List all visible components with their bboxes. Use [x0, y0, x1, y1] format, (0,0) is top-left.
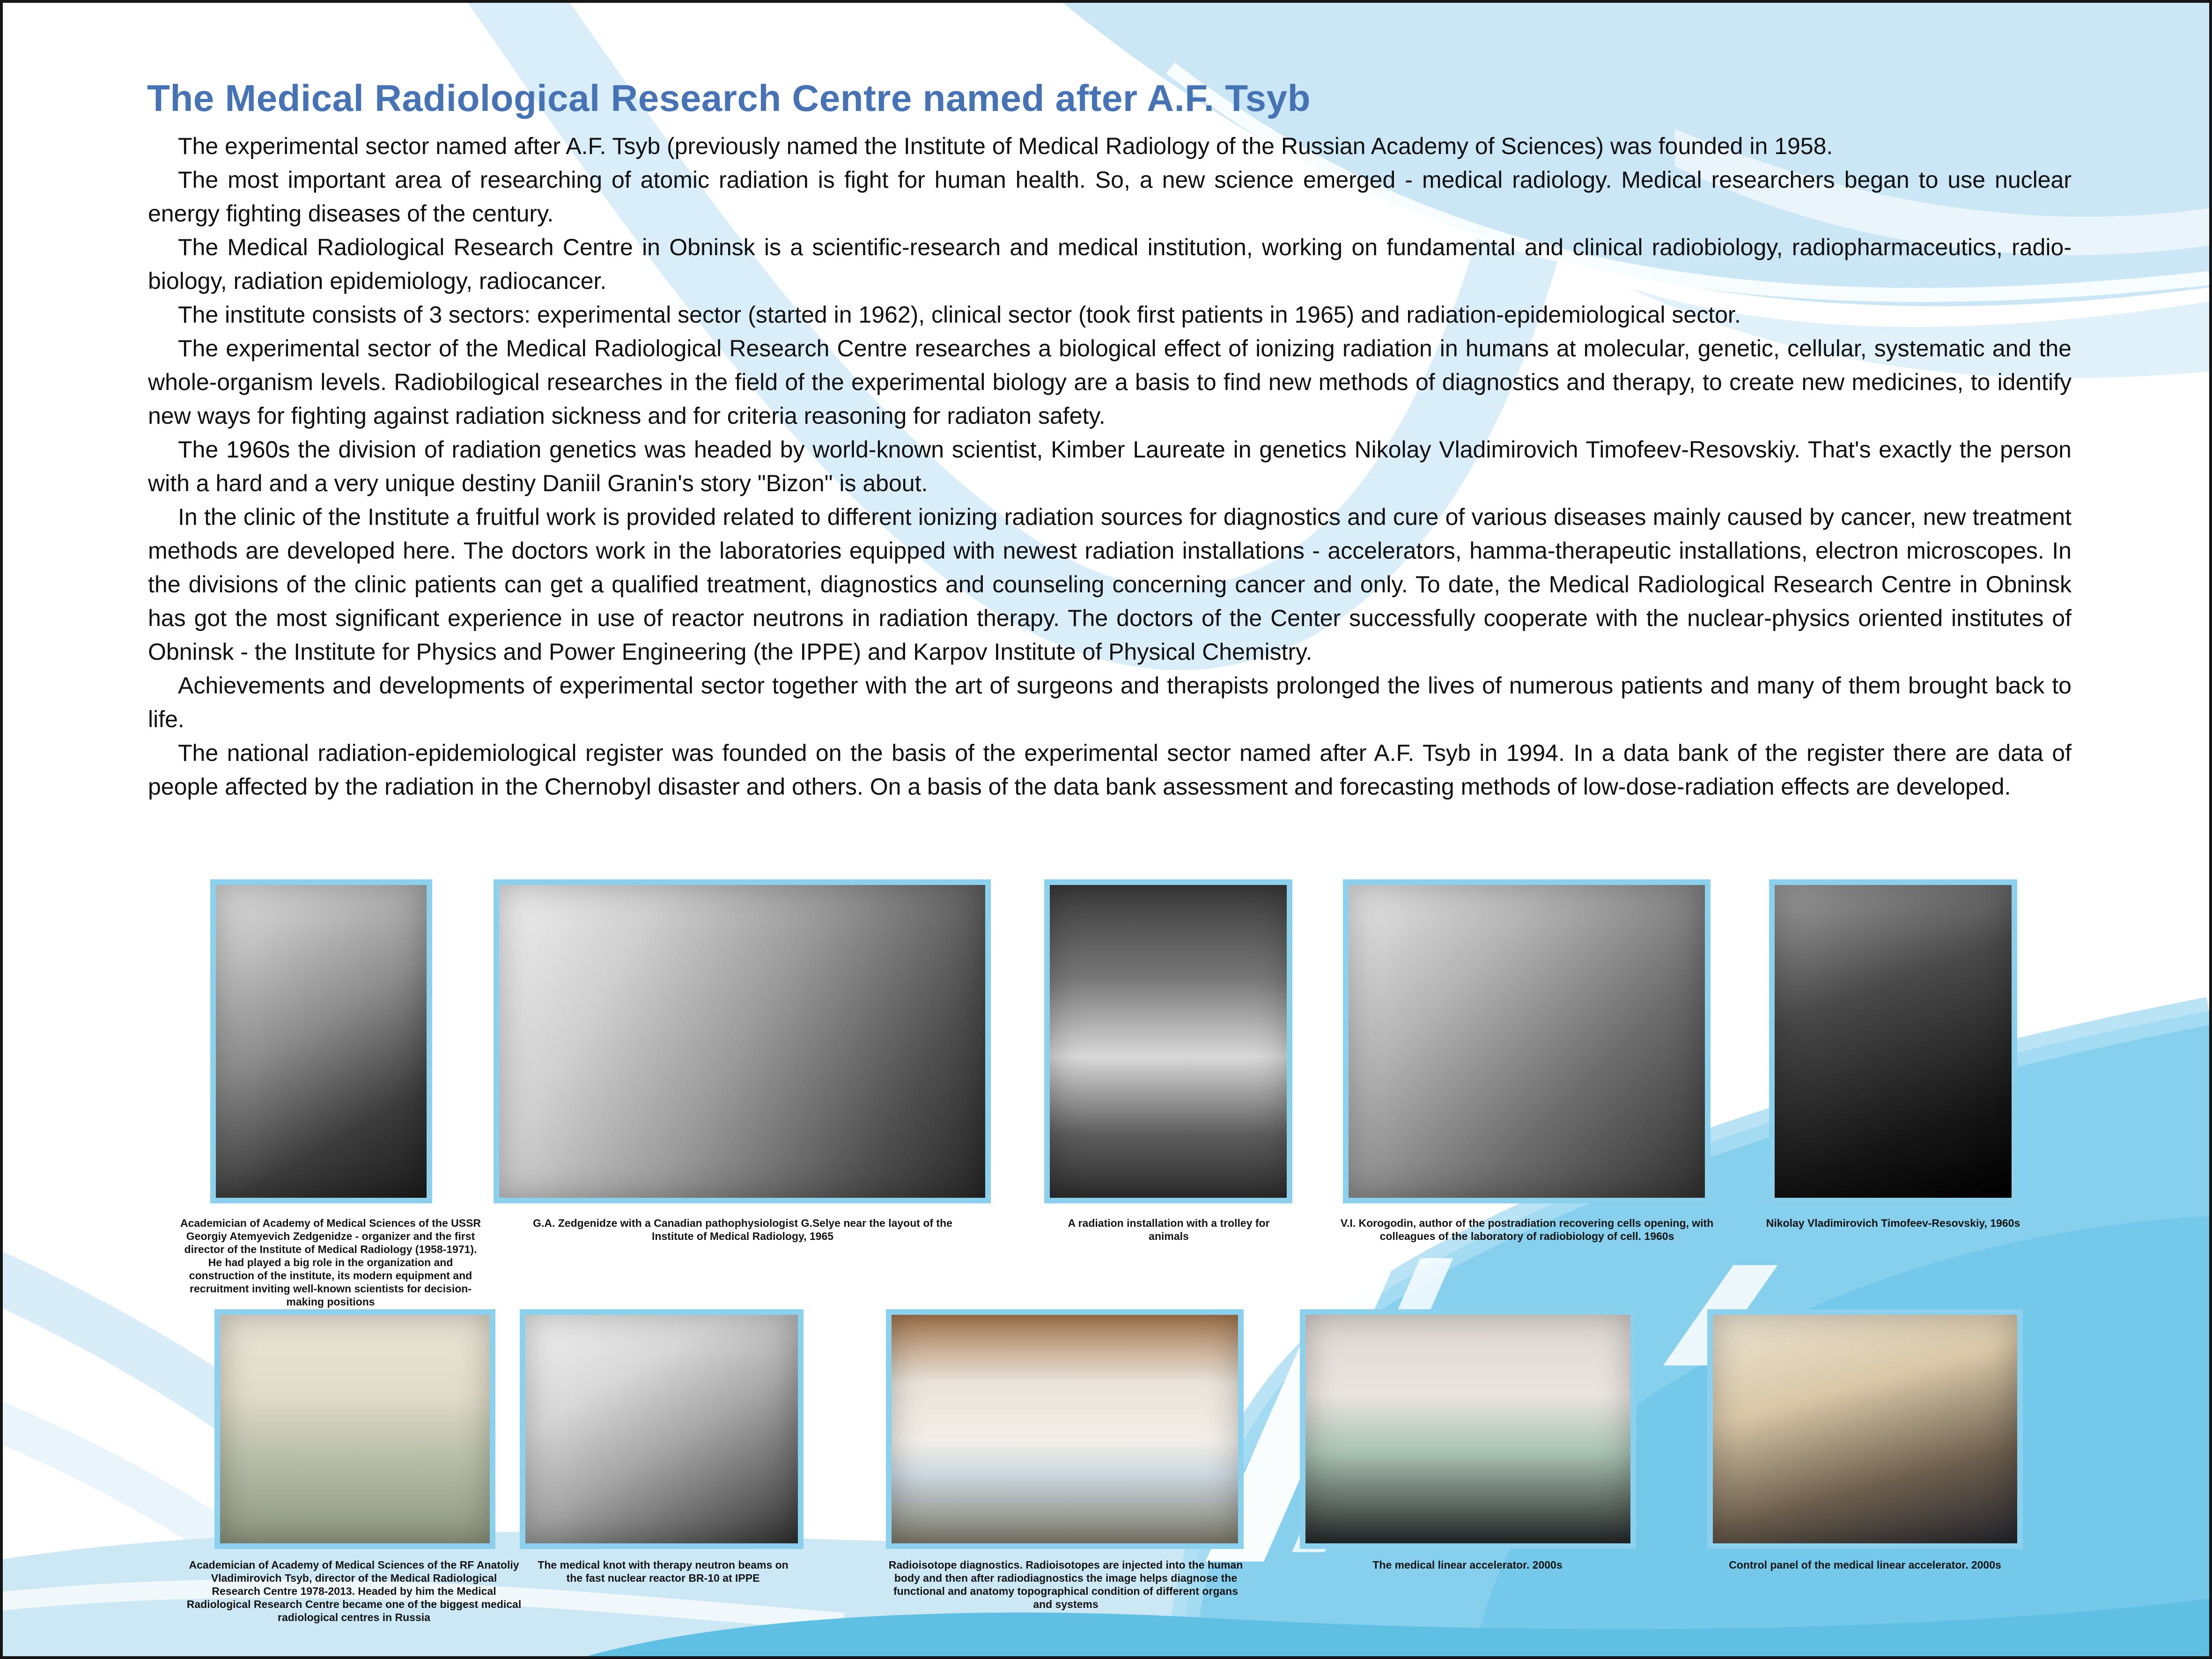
paragraph-radiation-genetics: The 1960s the division of radiation genetics was headed by world-known scientist, Kimber Laureate in genetics Nikolay Vladimirovich Timofeev-Resovskiy. That's exactly the person with a hard and a very unique destiny Daniil Granin's story "Bizon" is about. [148, 436, 2072, 496]
photo-radioisotope-diagnostics [886, 1309, 1244, 1549]
paragraph-founded-1958: The experimental sector named after A.F. Tsyb (previously named the Institute of Medical Radiology of the Russian Academy of Sciences) was founded in 1958. [178, 133, 1833, 159]
photo-zedgenidze-selye-layout [494, 879, 991, 1203]
paragraph-national-register: The national radiation-epidemiological register was founded on the basis of the experimental sector named after A.F. Tsyb in 1994. In a data bank of the register there are data of people affected by the radiation in the Chernobyl disaster and others. On a basis of the data bank assessment and forecasting methods of low-dose-radiation effects are developed. [148, 740, 2072, 800]
caption-radioisotope-diagnostics: Radioisotope diagnostics. Radioisotopes are injected into the human body and then after radiodiagnostics the image helps diagnose the functional and anatomy topographical condition of different organs and systems [888, 1559, 1243, 1610]
paragraph-centre-obninsk: The Medical Radiological Research Centre in Obninsk is a scientific-research and medical institution, working on fundamental and clinical radiobiology, radiopharmaceutics, radio-biology, radiation epidemiology, radiocancer. [148, 234, 2072, 294]
paragraph-three-sectors: The institute consists of 3 sectors: experimental sector (started in 1962), clinical sector (took first patients in 1965) and radiation-epidemiological sector. [178, 302, 1741, 328]
caption-accelerator-control-panel: Control panel of the medical linear accelerator. 2000s [1729, 1559, 2001, 1571]
caption-zedgenidze-selye-layout: G.A. Zedgenidze with a Canadian pathophysiologist G.Selye near the layout of the Institute of Medical Radiology, 1965 [533, 1217, 952, 1242]
paragraph-achievements: Achievements and developments of experimental sector together with the art of surgeons and therapists prolonged the lives of numerous patients and many of them brought back to life. [148, 672, 2072, 732]
page-title: The Medical Radiological Research Centre named after A.F. Tsyb [147, 77, 1311, 119]
photo-neutron-beams-reactor [520, 1309, 804, 1549]
caption-radiation-installation: A radiation installation with a trolley for animals [1068, 1217, 1270, 1242]
caption-zedgenidze-portrait: Academician of Academy of Medical Sciences of the USSR Georgiy Atemyevich Zedgenidze - organizer and the first director of the Institute of Medical Radiology (1958-1971). He had played a big role in the organization and construction of the institute, its modern equipment and recruitment inviting well-known scientists for decision-making positions [180, 1217, 481, 1308]
photo-korogodin-colleagues [1343, 879, 1711, 1203]
caption-neutron-beams-reactor: The medical knot with therapy neutron beams on the fast nuclear reactor BR-10 at IPPE [538, 1559, 789, 1584]
photo-timofeev-resovskiy [1769, 879, 2017, 1203]
body-text [148, 129, 2072, 804]
paragraph-medical-radiology: The most important area of researching of atomic radiation is fight for human health. So, a new science emerged - medical radiology. Medical researchers began to use nuclear energy fighting diseases of the century. [148, 167, 2072, 227]
photo-tsyb-portrait [214, 1309, 495, 1549]
photo-linear-accelerator [1300, 1309, 1636, 1549]
caption-korogodin-colleagues: V.I. Korogodin, author of the postradiation recovering cells opening, with colleagues of the laboratory of radiobiology of cell. 1960s [1340, 1217, 1714, 1242]
paragraph-experimental-sector: The experimental sector of the Medical Radiological Research Centre researches a biological effect of ionizing radiation in humans at molecular, genetic, cellular, systematic and the whole-organism levels. Radiobilogical researches in the field of the experimental biology are a basis to find new methods of diagnostics and therapy, to create new medicines, to identify new ways for fighting against radiation sickness and for criteria reasoning for radiaton safety. [148, 335, 2072, 429]
photo-zedgenidze-portrait [210, 879, 432, 1203]
caption-linear-accelerator: The medical linear accelerator. 2000s [1372, 1559, 1563, 1571]
photo-radiation-installation [1044, 879, 1292, 1203]
caption-tsyb-portrait: Academician of Academy of Medical Sciences of the RF Anatoliy Vladimirovich Tsyb, director of the Medical Radiological Research Centre 1978-2013. Headed by him the Medical Radiological Research Centre became one of the biggest medical radiological centres in Russia [186, 1559, 522, 1623]
caption-timofeev-resovskiy: Nikolay Vladimirovich Timofeev-Resovskiy, 1960s [1766, 1217, 2020, 1229]
paragraph-clinic-work: In the clinic of the Institute a fruitful work is provided related to different ionizing radiation sources for diagnostics and cure of various diseases mainly caused by cancer, new treatment methods are developed here. The doctors work in the laboratories equipped with newest radiation installations - accelerators, hamma-therapeutic installations, electron microscopes. In the divisions of the clinic patients can get a qualified treatment, diagnostics and counseling concerning cancer and only. To date, the Medical Radiological Research Centre in Obninsk has got the most significant experience in use of reactor neutrons in radiation therapy. The doctors of the Center successfully cooperate with the nuclear-physics oriented institutes of Obninsk - the Institute for Physics and Power Engineering (the IPPE) and Karpov Institute of Physical Chemistry. [148, 504, 2072, 665]
photo-accelerator-control-panel [1707, 1309, 2023, 1549]
